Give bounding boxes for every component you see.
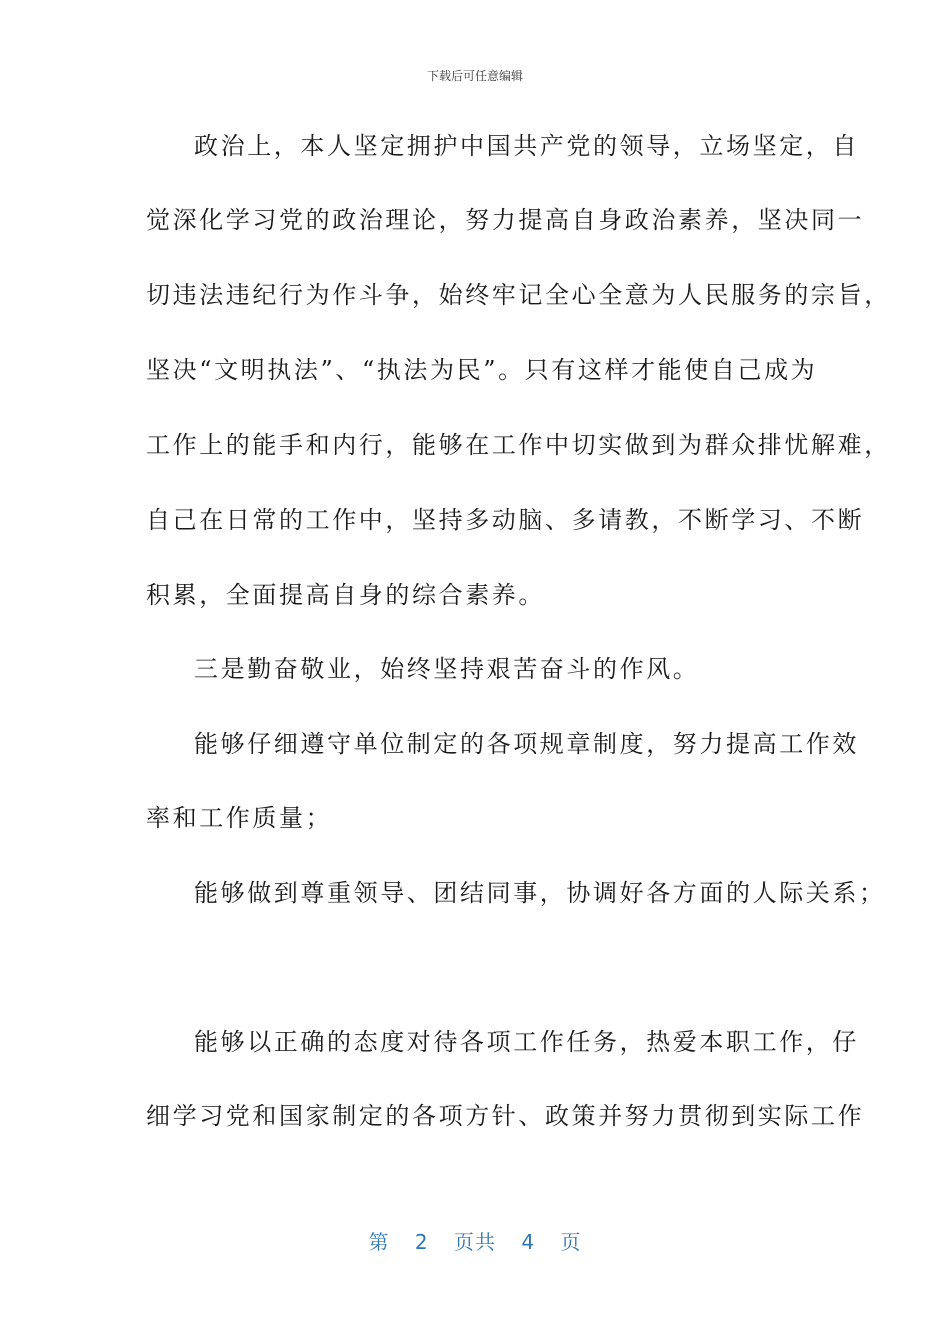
paragraph-line: 积累，全面提高自身的综合素养。 (146, 581, 545, 609)
paragraph-line: 能够做到尊重领导、团结同事，协调好各方面的人际关系； (194, 879, 886, 907)
paragraph-line: 率和工作质量； (146, 804, 333, 832)
paragraph-line: 政治上，本人坚定拥护中国共产党的领导，立场坚定，自 (194, 132, 859, 160)
page-number-footer (0, 1226, 950, 1255)
paragraph-line: 细学习党和国家制定的各项方针、政策并努力贯彻到实际工作 (146, 1102, 865, 1130)
paragraph-line: 自己在日常的工作中，坚持多动脑、多请教，不断学习、不断 (146, 506, 865, 534)
paragraph-line: 能够仔细遵守单位制定的各项规章制度，努力提高工作效 (194, 730, 859, 758)
paragraph-line: 能够以正确的态度对待各项工作任务，热爱本职工作，仔 (194, 1028, 859, 1056)
total-pages-number: 4 (521, 1230, 536, 1254)
footer-suffix: 页 (560, 1230, 582, 1254)
header-note: 下载后可任意编辑 (426, 69, 523, 83)
footer-middle: 页共 (454, 1230, 496, 1254)
current-page-number: 2 (414, 1230, 429, 1254)
paragraph-line: 三是勤奋敬业，始终坚持艰苦奋斗的作风。 (194, 655, 700, 683)
paragraph-line: 切违法违纪行为作斗争，始终牢记全心全意为人民服务的宗旨， (146, 281, 891, 309)
paragraph-line: 坚决“文明执法”、“执法为民”。只有这样才能使自己成为 (146, 356, 818, 384)
paragraph-line: 工作上的能手和内行，能够在工作中切实做到为群众排忧解难， (146, 431, 891, 459)
paragraph-line: 觉深化学习党的政治理论，努力提高自身政治素养，坚决同一 (146, 206, 865, 234)
footer-prefix: 第 (368, 1230, 390, 1254)
